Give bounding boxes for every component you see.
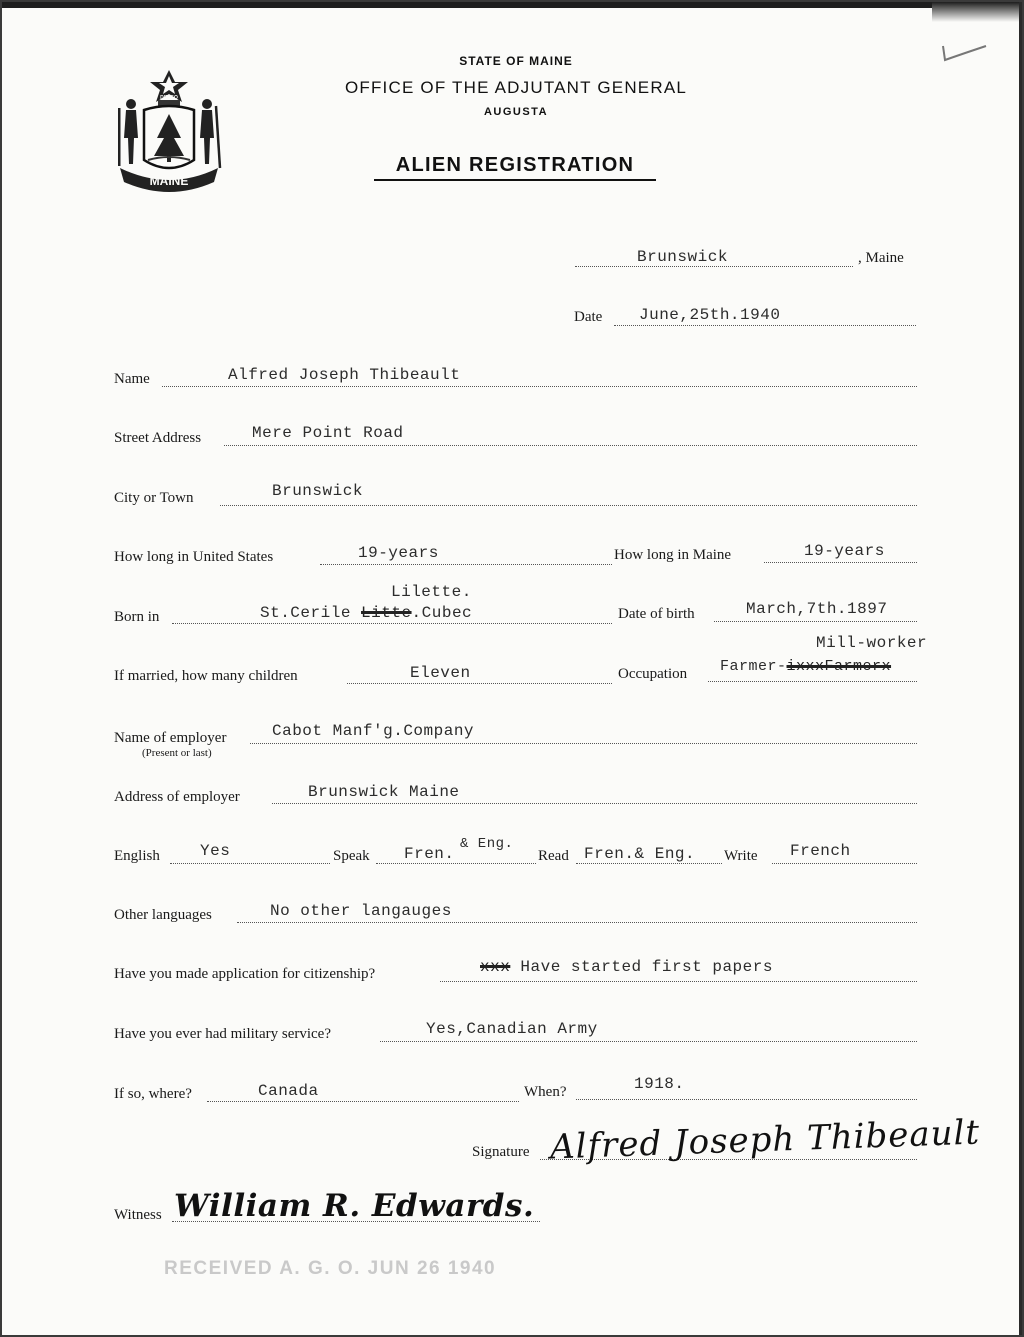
military-line — [380, 1041, 917, 1042]
speak-value: Fren. — [404, 845, 455, 863]
born-in-correction: Lilette. — [391, 583, 472, 601]
military-label: Have you ever had military service? — [114, 1026, 331, 1042]
place-suffix: , Maine — [858, 250, 904, 266]
write-line — [772, 863, 917, 864]
scan-edge-top — [2, 2, 1022, 8]
when-value: 1918. — [634, 1075, 685, 1093]
speak-extra: & Eng. — [460, 836, 514, 852]
form-title: ALIEN REGISTRATION — [374, 154, 656, 181]
date-of-birth-label: Date of birth — [618, 606, 695, 622]
write-value: French — [790, 842, 851, 860]
signature-handwriting: Alfred Joseph Thibeault — [549, 1112, 981, 1168]
employer-address-line — [272, 803, 917, 804]
witness-handwriting: William R. Edwards. — [174, 1188, 535, 1224]
children-label: If married, how many children — [114, 668, 298, 684]
how-long-us-label: How long in United States — [114, 549, 274, 565]
received-stamp: RECEIVED A. G. O. JUN 26 1940 — [164, 1258, 497, 1279]
scan-shadow — [932, 2, 1022, 22]
write-label: Write — [724, 848, 758, 864]
military-value: Yes,Canadian Army — [426, 1020, 598, 1038]
how-long-us-line — [320, 564, 612, 565]
occupation-label: Occupation — [618, 666, 688, 682]
date-label: Date — [574, 309, 603, 325]
street-line — [224, 445, 917, 446]
how-long-us-value: 19-years — [358, 544, 439, 562]
how-long-maine-value: 19-years — [804, 542, 885, 560]
born-in-struck: Litte — [361, 604, 412, 622]
employer-label: Name of employer — [114, 730, 227, 746]
place-line — [575, 266, 853, 267]
other-languages-value: No other langauges — [270, 902, 452, 920]
children-value: Eleven — [410, 664, 471, 682]
employer-line — [250, 743, 917, 744]
seal-motto-text: DIRIGO — [160, 95, 178, 101]
born-in-value: St.Cerile Litte.Cubec — [260, 604, 473, 622]
children-line — [347, 683, 612, 684]
seal-banner-text: MAINE — [149, 174, 189, 188]
employer-value: Cabot Manf'g.Company — [272, 722, 475, 740]
city-line — [220, 505, 917, 506]
employer-address-value: Brunswick Maine — [308, 783, 460, 801]
when-label: When? — [524, 1084, 567, 1100]
born-in-line — [172, 623, 612, 624]
citizenship-label: Have you made application for citizenship? — [114, 966, 376, 982]
name-line — [162, 386, 917, 387]
city-label: City or Town — [114, 490, 194, 506]
where-value: Canada — [258, 1082, 319, 1100]
street-value: Mere Point Road — [252, 424, 404, 442]
english-line — [170, 863, 330, 864]
city-value: Brunswick — [272, 482, 363, 500]
date-value: June,25th.1940 — [639, 306, 781, 324]
born-in-label: Born in — [114, 609, 160, 625]
how-long-maine-line — [764, 562, 917, 563]
other-languages-label: Other languages — [114, 907, 212, 923]
place-value: Brunswick — [637, 248, 728, 266]
occupation-line — [708, 681, 917, 682]
header-city: AUGUSTA — [483, 106, 549, 118]
where-line — [207, 1101, 519, 1102]
citizenship-struck: xxx — [480, 958, 511, 976]
name-value: Alfred Joseph Thibeault — [228, 366, 461, 384]
citizenship-value: xxx Have started first papers — [480, 958, 773, 976]
citizenship-line — [440, 981, 917, 982]
read-label: Read — [538, 848, 569, 864]
speak-line — [376, 863, 536, 864]
header-state: STATE OF MAINE — [459, 54, 573, 68]
employer-address-label: Address of employer — [114, 789, 240, 805]
scan-edge-right — [1019, 2, 1022, 1335]
english-value: Yes — [200, 842, 231, 860]
employer-sublabel: (Present or last) — [142, 747, 212, 759]
where-label: If so, where? — [114, 1086, 192, 1102]
speak-label: Speak — [333, 848, 370, 864]
read-line — [576, 863, 722, 864]
how-long-maine-label: How long in Maine — [614, 547, 732, 563]
occupation-correction: Mill-worker — [816, 634, 928, 652]
signature-label: Signature — [472, 1144, 530, 1160]
date-of-birth-line — [714, 621, 917, 622]
english-label: English — [114, 848, 160, 864]
name-label: Name — [114, 371, 150, 387]
occupation-value: Farmer-ixxxFarmerx — [720, 658, 892, 675]
other-languages-line — [237, 922, 917, 923]
occupation-struck: ixxxFarmerx — [786, 658, 892, 675]
date-of-birth-value: March,7th.1897 — [746, 600, 888, 618]
document-page — [2, 2, 1022, 1335]
header-office: OFFICE OF THE ADJUTANT GENERAL — [344, 78, 688, 97]
read-value: Fren.& Eng. — [584, 845, 696, 863]
witness-label: Witness — [114, 1207, 162, 1223]
street-label: Street Address — [114, 430, 202, 446]
when-line — [576, 1099, 917, 1100]
date-line — [614, 325, 916, 326]
